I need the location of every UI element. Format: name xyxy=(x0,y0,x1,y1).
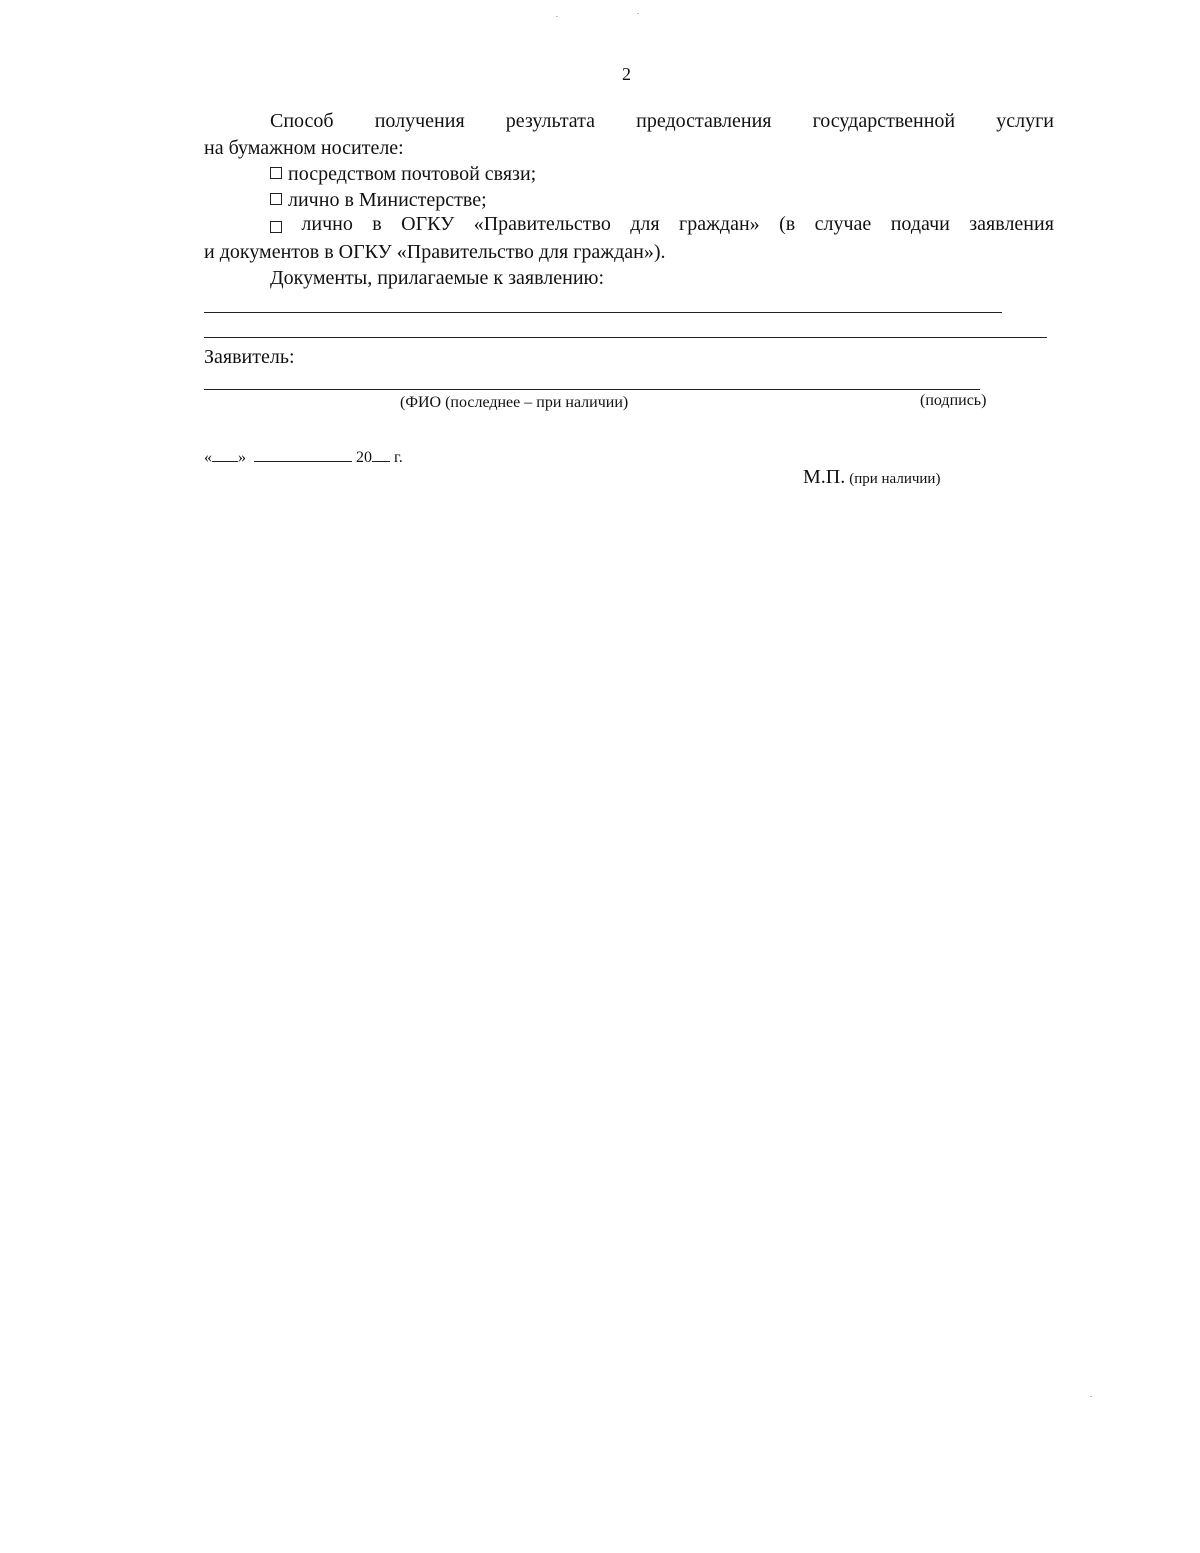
documents-line-2[interactable] xyxy=(204,337,1047,338)
word: результата xyxy=(505,110,596,132)
receipt-intro-line xyxy=(270,110,1054,133)
word: случае xyxy=(814,213,872,235)
seal-placeholder xyxy=(803,466,940,489)
option-in-ogku[interactable] xyxy=(270,213,1054,236)
scan-speck xyxy=(1090,1396,1092,1397)
day-blank[interactable] xyxy=(212,447,238,462)
word: подачи xyxy=(890,213,950,235)
applicant-label: Заявитель: xyxy=(204,346,295,368)
checkbox-icon[interactable] xyxy=(270,167,282,179)
month-blank[interactable] xyxy=(254,447,352,462)
word: получения xyxy=(374,110,465,132)
name-caption: (ФИО (последнее – при наличии) xyxy=(400,394,629,411)
date-line xyxy=(204,447,403,467)
year-blank[interactable] xyxy=(372,447,390,462)
receipt-intro-continuation: на бумажном носителе: xyxy=(204,137,404,159)
scan-speck xyxy=(556,16,558,17)
checkbox-icon[interactable] xyxy=(270,193,282,205)
word: государственной xyxy=(812,110,956,132)
word: в xyxy=(372,213,382,235)
option-by-mail[interactable] xyxy=(270,161,536,187)
word: заявления xyxy=(969,213,1054,235)
documents-label: Документы, прилагаемые к заявлению: xyxy=(270,267,605,289)
signature-caption: (подпись) xyxy=(920,392,987,409)
word: граждан» xyxy=(679,213,760,235)
option-in-ogku-continuation: и документов в ОГКУ «Правительство для граждан»). xyxy=(204,241,666,263)
word: услуги xyxy=(996,110,1054,132)
option-in-ministry[interactable] xyxy=(270,187,487,213)
word: (в xyxy=(779,213,796,235)
seal-note: (при наличии) xyxy=(849,471,941,487)
word: лично xyxy=(301,213,353,235)
checkbox-icon[interactable] xyxy=(270,221,282,233)
option-label: посредством почтовой связи; xyxy=(288,163,537,185)
word: для xyxy=(630,213,660,235)
documents-line-1[interactable] xyxy=(204,312,1002,313)
word: «Правительство xyxy=(473,213,611,235)
seal-label: М.П. xyxy=(803,466,846,488)
option-label: лично в Министерстве; xyxy=(288,189,487,211)
applicant-signature-line[interactable] xyxy=(204,389,980,390)
scan-speck xyxy=(637,13,639,14)
page-number: 2 xyxy=(622,64,631,84)
open-quote: « xyxy=(204,449,212,466)
word: ОГКУ xyxy=(401,213,455,235)
word: предоставления xyxy=(636,110,772,132)
word: Способ xyxy=(270,110,334,132)
year-prefix: 20 xyxy=(356,449,372,466)
year-suffix: г. xyxy=(394,449,403,466)
close-quote: » xyxy=(238,449,246,466)
